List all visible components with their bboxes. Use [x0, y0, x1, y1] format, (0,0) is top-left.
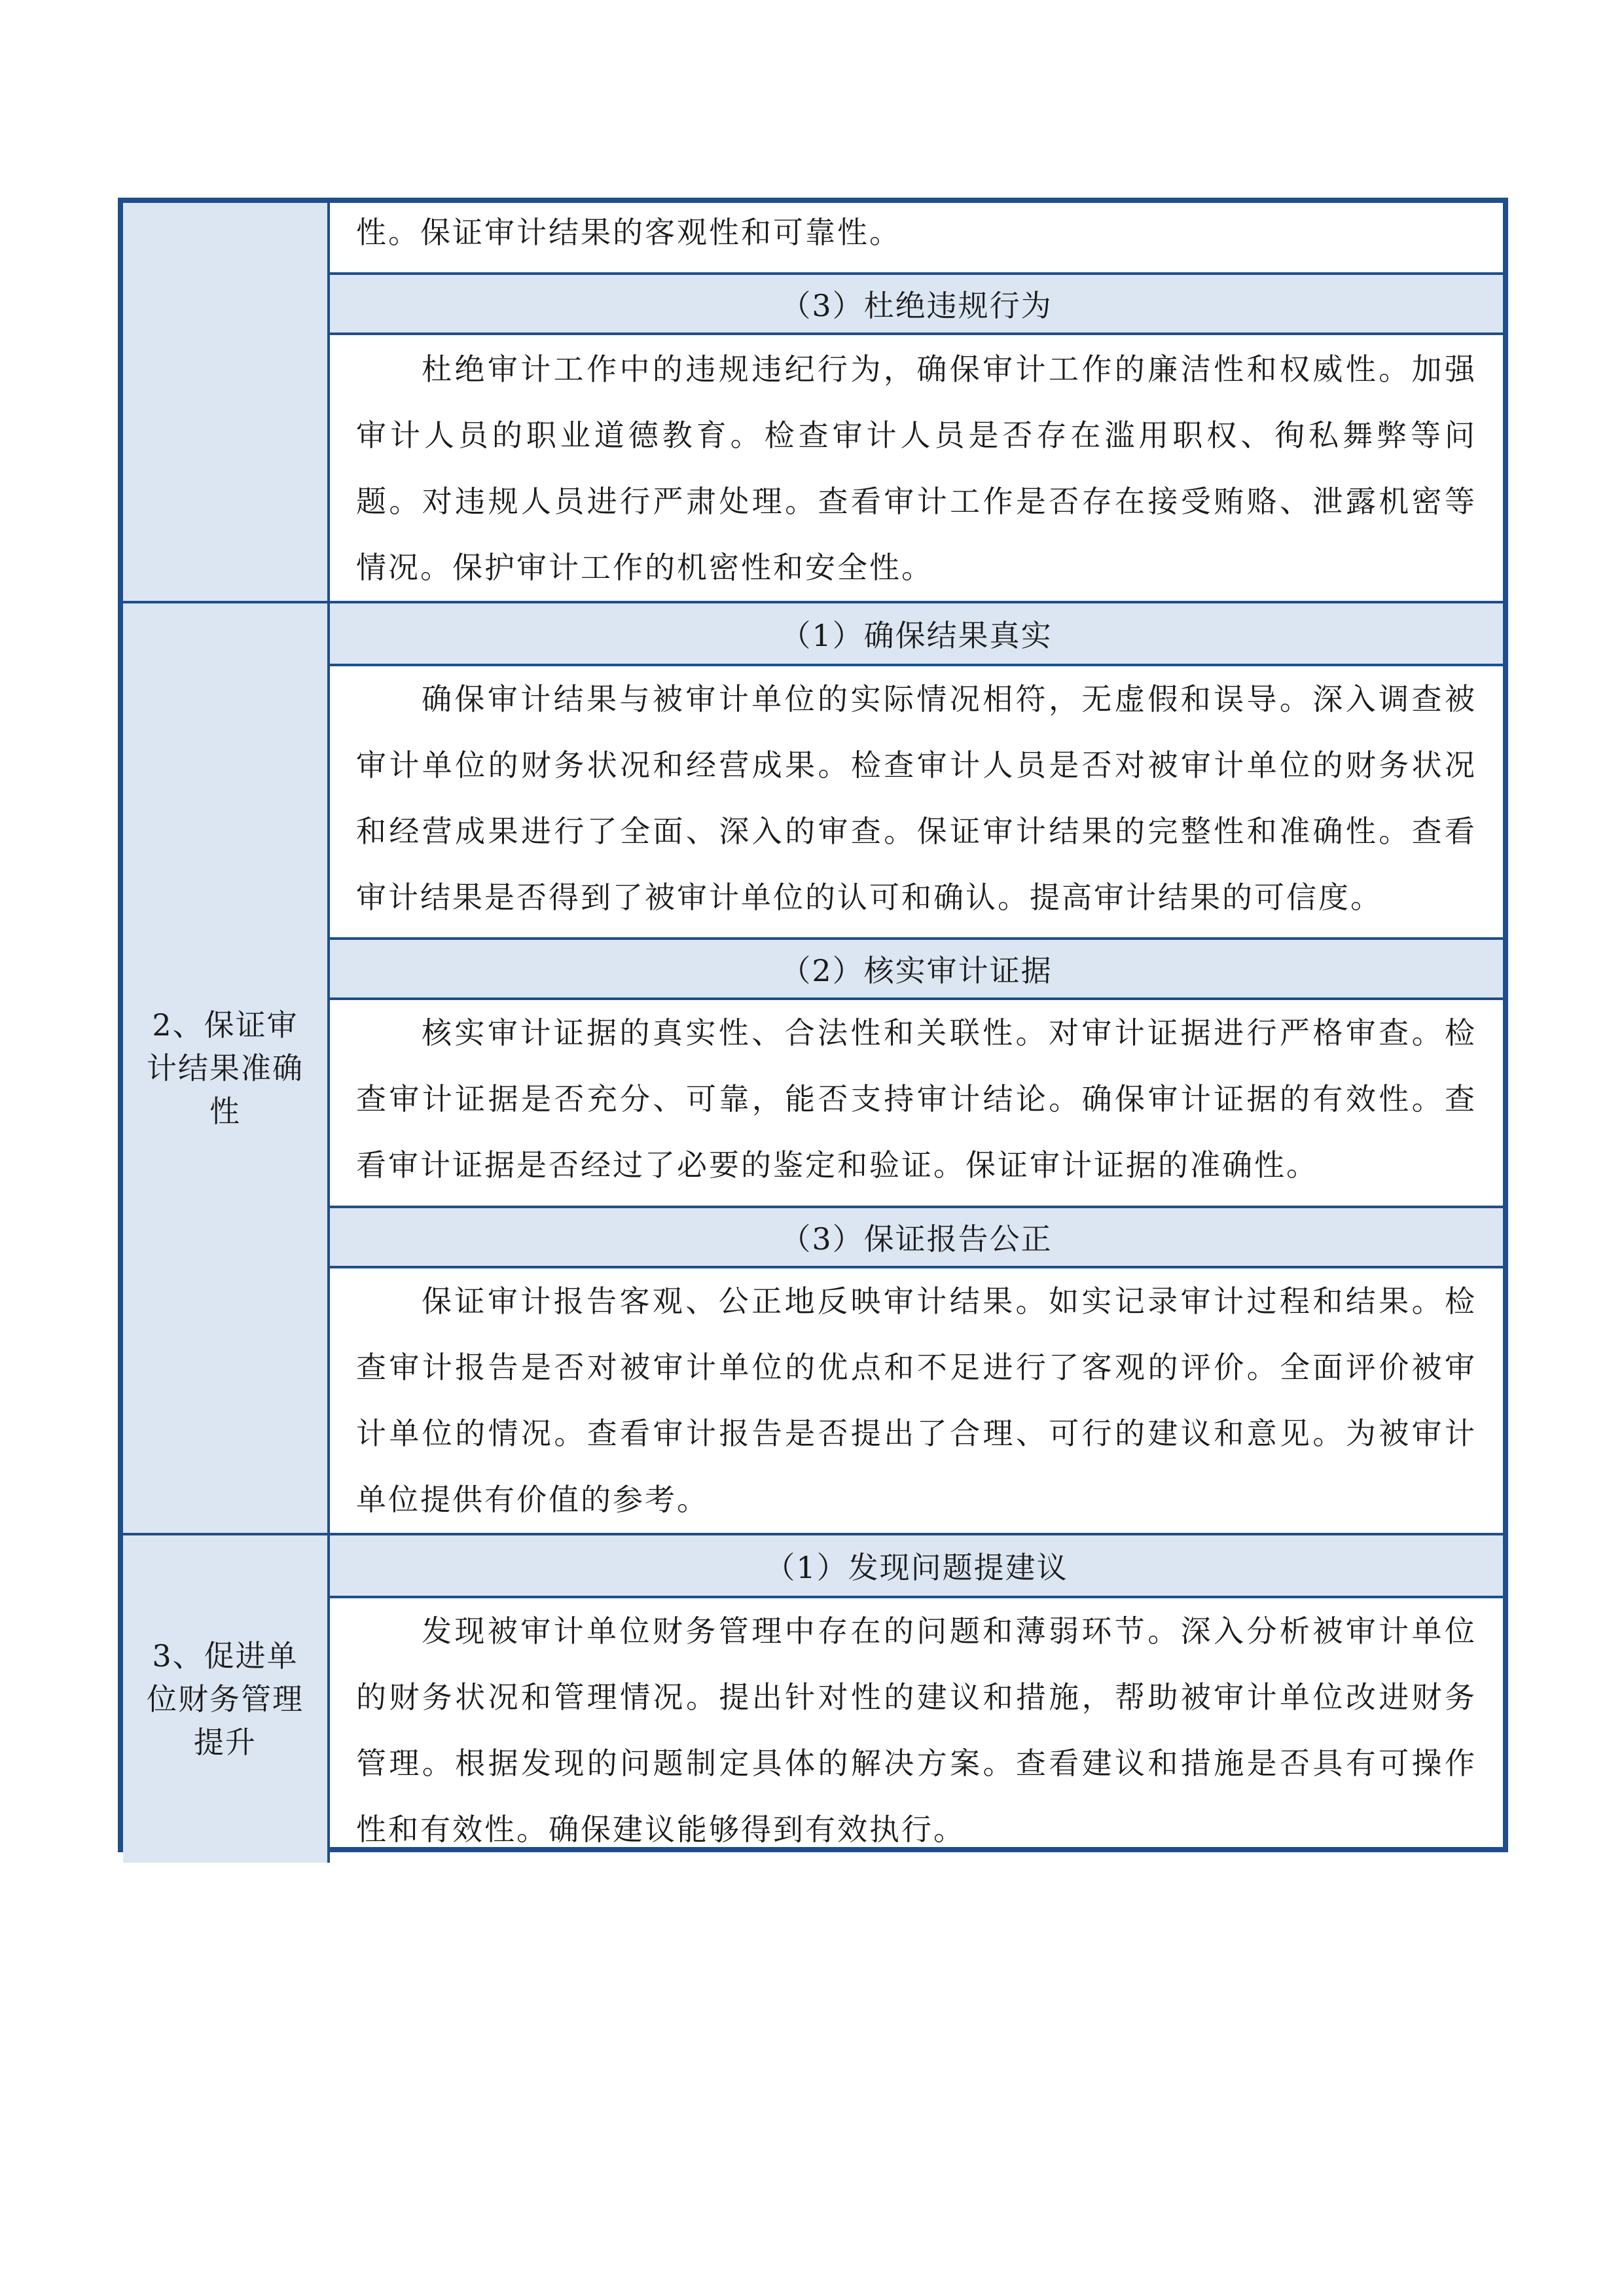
table-section-improvement — [123, 1533, 1503, 1863]
subsection-paragraph: 核实审计证据的真实性、合法性和关联性。对审计证据进行严格审查。检查审计证据是否充分、可靠，能否支持审计结论。确保审计证据的有效性。查看审计证据是否经过了必要的鉴定和验证。保证审计证据的准确性。 — [356, 1015, 1477, 1183]
subsection-header: （1）确保结果真实 — [330, 603, 1503, 666]
section-label-cell — [123, 203, 330, 601]
subsection-header: （3）杜绝违规行为 — [330, 272, 1503, 335]
subsection-paragraph: 发现被审计单位财务管理中存在的问题和薄弱环节。深入分析被审计单位的财务状况和管理情况。提出针对性的建议和措施，帮助被审计单位改进财务管理。根据发现的问题制定具体的解决方案。查看建议和措施是否具有可操作性和有效性。确保建议能够得到有效执行。 — [356, 1613, 1477, 1847]
section-content — [330, 203, 1503, 601]
table-section-continued — [123, 203, 1503, 601]
section-content — [330, 1535, 1503, 1863]
section-label-cell: 2、保证审计结果准确性 — [123, 603, 330, 1533]
subsection-header: （3）保证报告公正 — [330, 1206, 1503, 1268]
subsection-paragraph: 保证审计报告客观、公正地反映审计结果。如实记录审计过程和结果。检查审计报告是否对被审计单位的优点和不足进行了客观的评价。全面评价被审计单位的情况。查看审计报告是否提出了合理、可行的建议和意见。为被审计单位提供有价值的参考。 — [356, 1283, 1477, 1517]
continued-paragraph: 性。保证审计结果的客观性和可靠性。 — [356, 215, 901, 250]
section-content — [330, 603, 1503, 1533]
table-section-accuracy — [123, 601, 1503, 1533]
section-label-cell: 3、促进单位财务管理提升 — [123, 1535, 330, 1863]
audit-table — [118, 198, 1508, 1852]
subsection-header: （2）核实审计证据 — [330, 937, 1503, 1000]
subsection-header: （1）发现问题提建议 — [330, 1535, 1503, 1598]
subsection-paragraph: 确保审计结果与被审计单位的实际情况相符，无虚假和误导。深入调查被审计单位的财务状况和经营成果。检查审计人员是否对被审计单位的财务状况和经营成果进行了全面、深入的审查。保证审计结果的完整性和准确性。查看审计结果是否得到了被审计单位的认可和确认。提高审计结果的可信度。 — [356, 681, 1477, 915]
subsection-paragraph: 杜绝审计工作中的违规违纪行为，确保审计工作的廉洁性和权威性。加强审计人员的职业道德教育。检查审计人员是否存在滥用职权、徇私舞弊等问题。对违规人员进行严肃处理。查看审计工作是否存在接受贿赂、泄露机密等情况。保护审计工作的机密性和安全性。 — [356, 351, 1477, 585]
